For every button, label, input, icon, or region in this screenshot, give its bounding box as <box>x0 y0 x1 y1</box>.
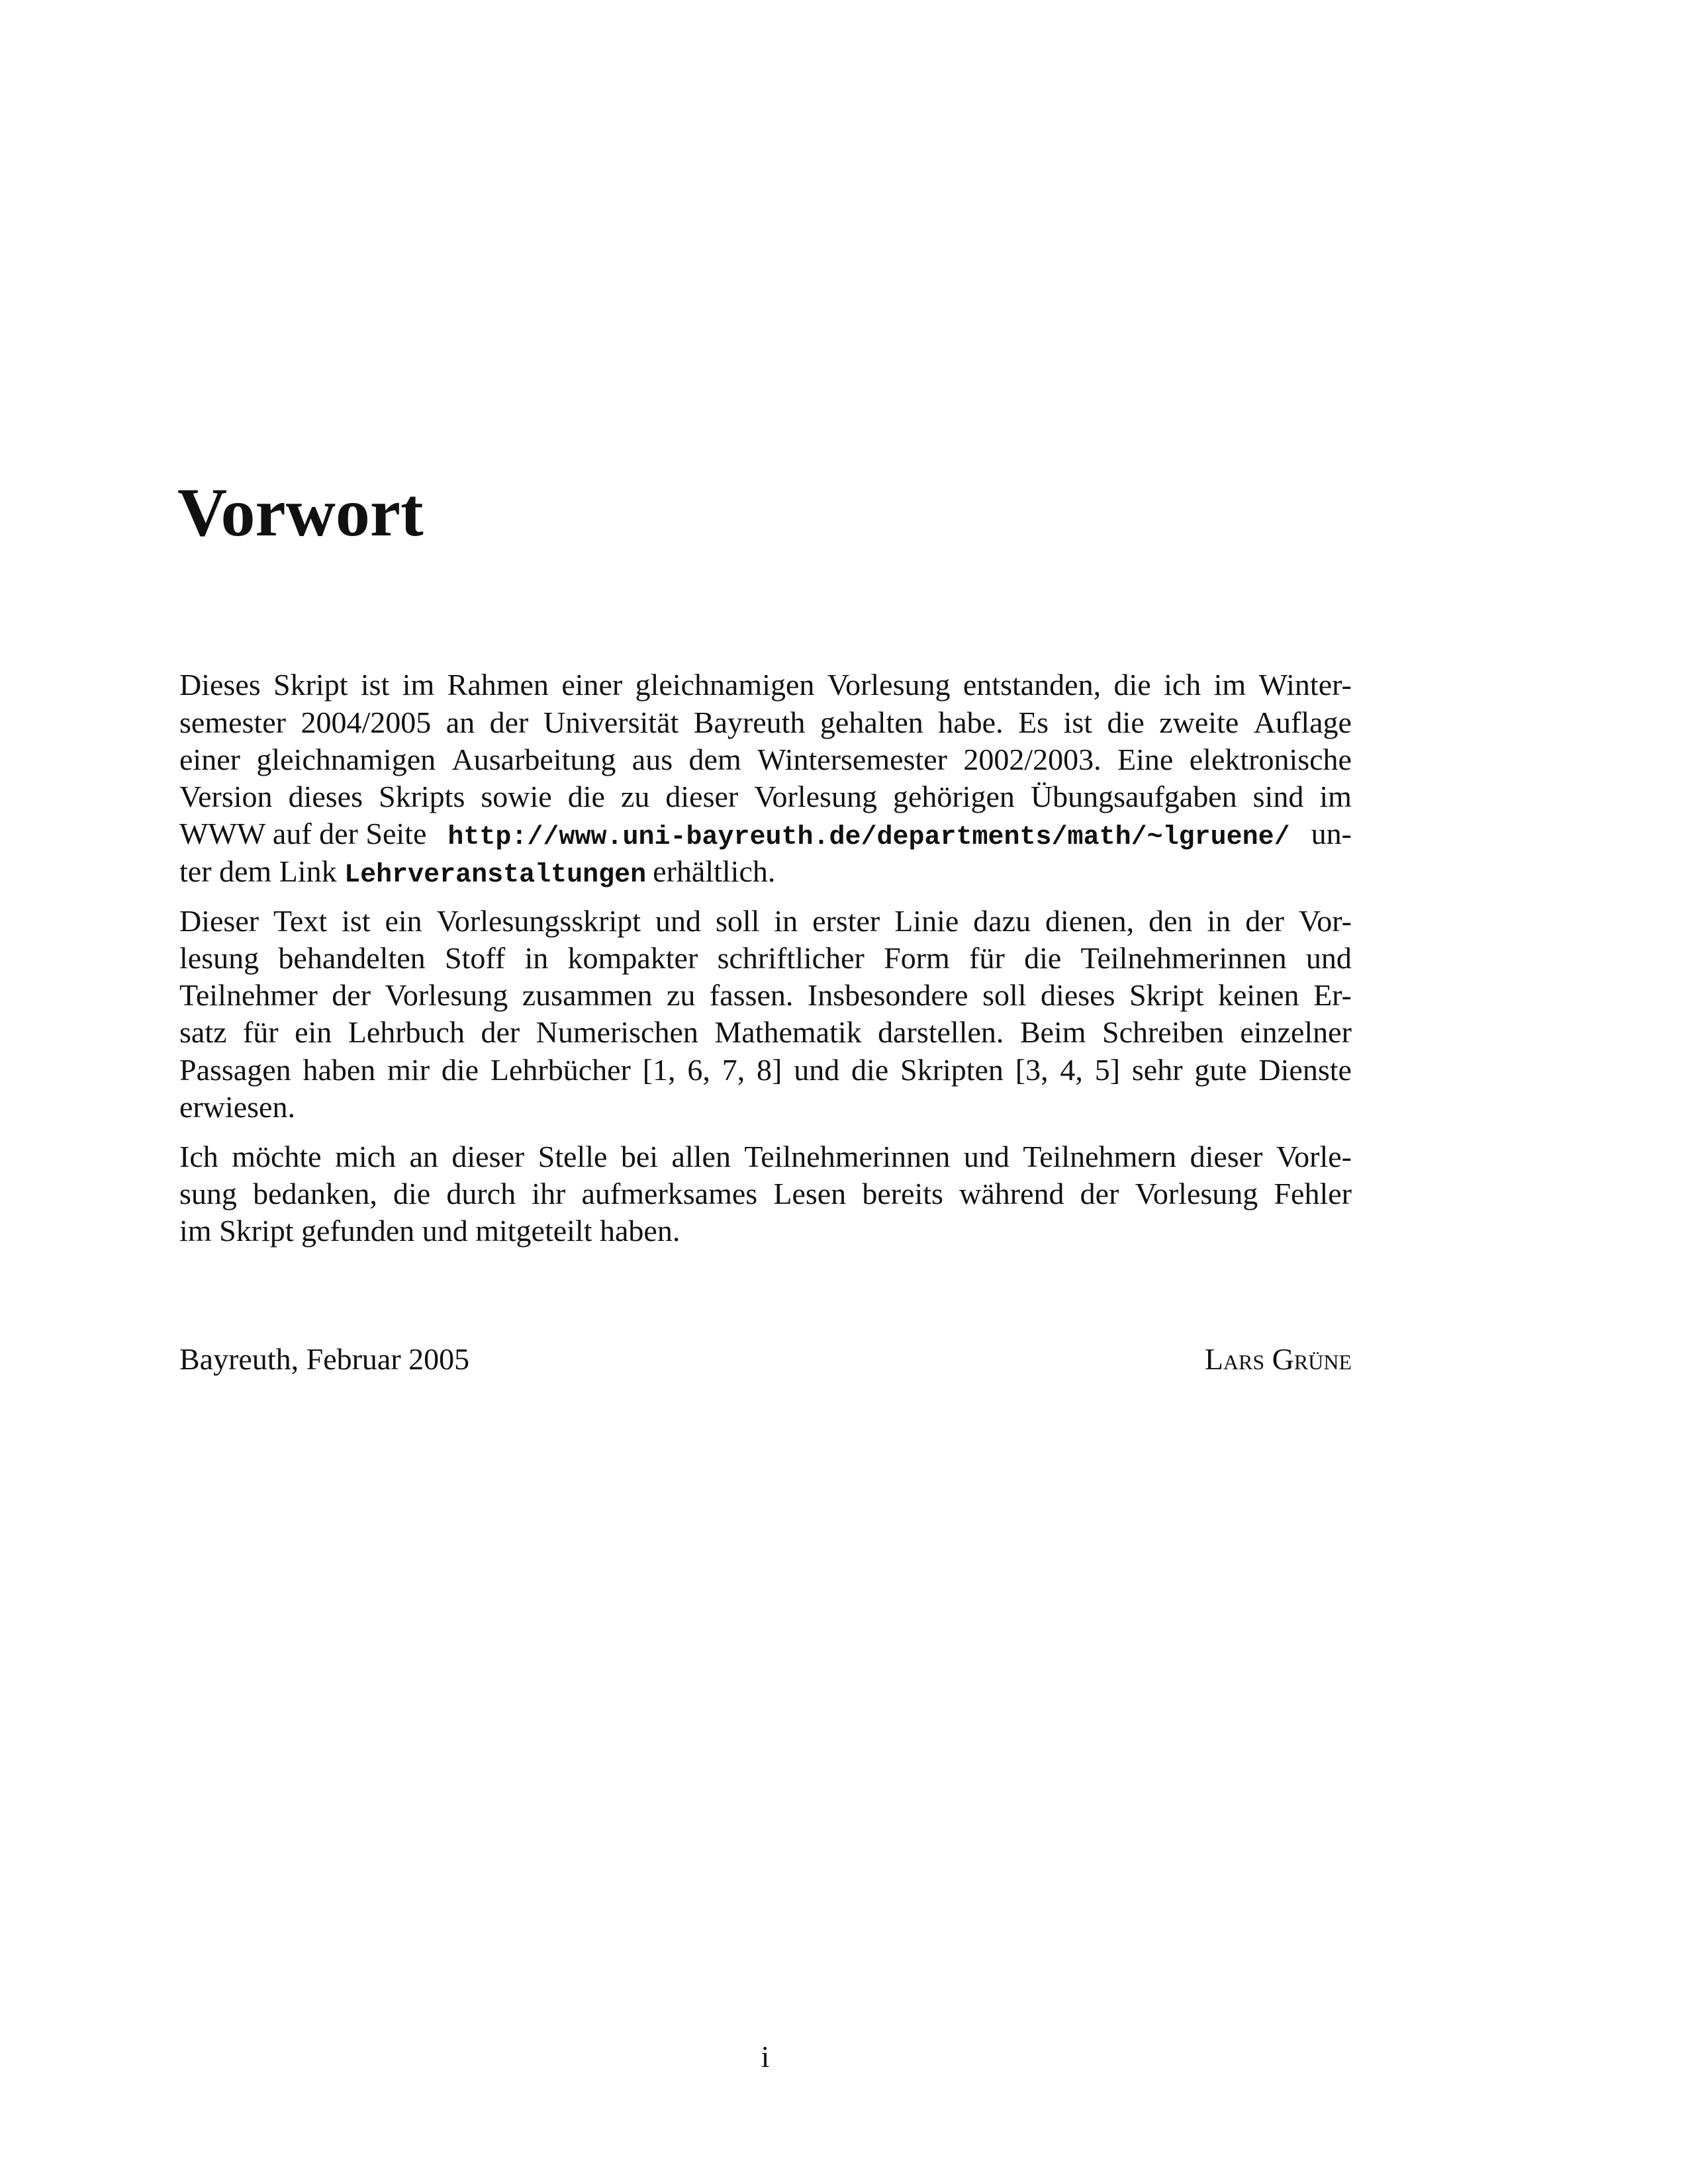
word: und <box>1305 941 1352 975</box>
word: aus <box>632 743 673 776</box>
word: mitgeteilt <box>475 1214 592 1248</box>
word: Linie <box>894 904 959 938</box>
word: schriftlicher <box>717 941 865 975</box>
word: dem <box>688 743 741 776</box>
word: haben <box>303 1053 376 1087</box>
word: an <box>409 1140 438 1173</box>
word: habe. <box>938 705 1004 739</box>
word: Lehrbuch <box>348 1015 465 1049</box>
text-segment: ter dem Link <box>179 854 337 888</box>
word: 2002/2003. <box>963 743 1102 776</box>
word: sind <box>1252 780 1304 813</box>
text-segment: erhältlich. <box>653 854 776 888</box>
word: 2004/2005 <box>301 705 432 739</box>
word: der <box>332 978 371 1012</box>
word: Vorlesung <box>754 780 877 813</box>
word: einzelner <box>1240 1015 1352 1049</box>
word: Text <box>273 904 328 938</box>
url-link[interactable]: http://www.uni-bayreuth.de/departments/math/~lgruene/ <box>447 823 1290 852</box>
word: die <box>1107 705 1145 739</box>
word: Fehler <box>1274 1177 1352 1210</box>
word: die <box>1024 941 1062 975</box>
word: zweite <box>1159 705 1239 739</box>
word: Mathematik <box>714 1015 862 1049</box>
word: soll <box>982 978 1027 1012</box>
word: ist <box>1063 705 1093 739</box>
word: Eine <box>1117 743 1174 776</box>
word: die <box>567 780 605 813</box>
word: für <box>969 941 1005 975</box>
word: im <box>402 668 435 702</box>
text-line <box>179 940 1352 977</box>
word: dieser <box>665 780 739 813</box>
word: soll <box>715 904 760 938</box>
word: im <box>1319 780 1352 813</box>
word: mir <box>387 1053 430 1087</box>
word: Dieser <box>179 904 259 938</box>
word: der <box>1080 1177 1119 1210</box>
word: elektronische <box>1189 743 1352 776</box>
word: Dienste <box>1258 1053 1352 1087</box>
text-line <box>179 1014 1352 1051</box>
word: haben. <box>599 1214 680 1248</box>
word: einer <box>561 668 623 702</box>
word: Ich <box>179 1140 218 1173</box>
word: durch <box>446 1177 516 1210</box>
word: aufmerksames <box>581 1177 758 1210</box>
word: mich <box>335 1140 397 1173</box>
word: der <box>489 705 529 739</box>
word: die <box>1113 668 1151 702</box>
word: Übungsaufgaben <box>1030 780 1237 813</box>
author-name: Lars Grüne <box>1204 1342 1352 1376</box>
word: bereits <box>862 1177 943 1210</box>
word: Skript <box>273 668 348 702</box>
word: Teilnehmerinnen <box>744 1140 951 1173</box>
word: Insbesondere <box>807 978 968 1012</box>
word: Er- <box>1313 978 1352 1012</box>
word: die <box>393 1177 431 1210</box>
word: Beim <box>1019 1015 1086 1049</box>
word: sung <box>179 1177 237 1210</box>
word: 7, <box>722 1053 745 1087</box>
word: Passagen <box>179 1053 291 1087</box>
text-line <box>179 815 1352 852</box>
word: [3, <box>1015 1053 1049 1087</box>
word: gleichnamigen <box>635 668 815 702</box>
page-number: i <box>761 2040 770 2073</box>
word: Universität <box>543 705 679 739</box>
word: dieses <box>1041 978 1115 1012</box>
text-line <box>179 903 1352 940</box>
word: gehalten <box>820 705 923 739</box>
word: und <box>422 1214 468 1248</box>
text-line <box>179 1175 1352 1212</box>
word: zu <box>666 978 696 1012</box>
word: ich <box>1164 668 1201 702</box>
word: Lesen <box>773 1177 847 1210</box>
word: die <box>851 1053 889 1087</box>
word: behandelten <box>278 941 426 975</box>
word: semester <box>179 705 286 739</box>
word: ihr <box>532 1177 566 1210</box>
word: Stoff <box>444 941 506 975</box>
word: lesung <box>179 941 259 975</box>
word: Ausarbeitung <box>451 743 616 776</box>
place-date: Bayreuth, Februar 2005 <box>179 1342 470 1376</box>
word: Teilnehmer <box>179 978 318 1012</box>
word: dieser <box>451 1140 525 1173</box>
text-segment: un- <box>1311 817 1352 850</box>
word: satz <box>179 1015 227 1049</box>
word: Lehrbücher <box>490 1053 631 1087</box>
word: Rahmen <box>447 668 549 702</box>
word: an <box>445 705 475 739</box>
word: ein <box>385 904 422 938</box>
word: gute <box>1194 1053 1247 1087</box>
word: Vorlesung <box>827 668 951 702</box>
word: in <box>1207 904 1231 938</box>
word: zusammen <box>522 978 653 1012</box>
word: für <box>242 1015 279 1049</box>
text-line <box>179 778 1352 815</box>
word: fassen. <box>709 978 794 1012</box>
word: dieser <box>1190 1140 1263 1173</box>
word: Stelle <box>538 1140 608 1173</box>
word: Skript <box>1129 978 1204 1012</box>
word: die <box>441 1053 479 1087</box>
chapter-title: Vorwort <box>177 475 424 551</box>
text-line <box>179 1089 1352 1126</box>
word: in <box>524 941 549 975</box>
text-line <box>179 704 1352 741</box>
word: Es <box>1018 705 1049 739</box>
word: Vorlesung <box>385 978 508 1012</box>
word: bei <box>620 1140 659 1173</box>
word: Winter- <box>1258 668 1352 702</box>
text-line <box>179 741 1352 778</box>
word: in <box>774 904 798 938</box>
word: der <box>481 1015 520 1049</box>
word: ein <box>295 1015 332 1049</box>
word: 4, <box>1060 1053 1083 1087</box>
word: ist <box>360 668 390 702</box>
text-line <box>179 666 1352 704</box>
word: Schreiben <box>1102 1015 1224 1049</box>
word: Skripten <box>900 1053 1004 1087</box>
text-line <box>179 1138 1352 1175</box>
word: gehörigen <box>892 780 1015 813</box>
text-segment: WWW auf der Seite <box>179 817 427 850</box>
word: möchte <box>232 1140 322 1173</box>
text-line <box>179 1212 1352 1250</box>
word: Vor- <box>1298 904 1352 938</box>
text-line <box>179 977 1352 1014</box>
word: Vorlesungsskript <box>436 904 641 938</box>
word: entstanden, <box>962 668 1102 702</box>
word: gefunden <box>301 1214 415 1248</box>
word: Teilnehmerinnen <box>1080 941 1287 975</box>
word: im <box>1213 668 1246 702</box>
word: und <box>655 904 701 938</box>
word: Numerischen <box>536 1015 698 1049</box>
word: ist <box>342 904 371 938</box>
word: 6, <box>687 1053 710 1087</box>
word: Auflage <box>1253 705 1352 739</box>
text-line <box>179 853 1352 890</box>
word: erster <box>812 904 880 938</box>
word: zu <box>620 780 650 813</box>
word: Vorlesung <box>1135 1177 1258 1210</box>
word: während <box>959 1177 1064 1210</box>
word: sowie <box>481 780 552 813</box>
word: einer <box>179 743 240 776</box>
word: kompakter <box>567 941 698 975</box>
word: dieses <box>288 780 363 813</box>
word: darstellen. <box>878 1015 1004 1049</box>
word: Wintersemester <box>757 743 947 776</box>
word: Skripts <box>379 780 465 813</box>
word: keinen <box>1217 978 1299 1012</box>
text-line <box>179 1052 1352 1089</box>
word: und <box>794 1053 840 1087</box>
word: Version <box>179 780 273 813</box>
word: Teilnehmern <box>1023 1140 1177 1173</box>
word: der <box>1245 904 1284 938</box>
word: erwiesen. <box>179 1090 295 1124</box>
word: im <box>179 1214 212 1248</box>
word: allen <box>671 1140 731 1173</box>
signature-line <box>179 1341 1352 1378</box>
word: und <box>963 1140 1009 1173</box>
word: 8] <box>757 1053 782 1087</box>
word: den <box>1149 904 1193 938</box>
word: Skript <box>219 1214 294 1248</box>
word: 5] <box>1094 1053 1121 1087</box>
word: gleichnamigen <box>256 743 436 776</box>
word: dazu <box>973 904 1031 938</box>
word: Dieses <box>179 668 261 702</box>
word: bedanken, <box>253 1177 377 1210</box>
word: Vorle- <box>1276 1140 1352 1173</box>
lehrveranstaltungen-link: Lehrveranstaltungen <box>344 860 647 890</box>
word: Form <box>884 941 950 975</box>
word: dienen, <box>1045 904 1135 938</box>
word: sehr <box>1131 1053 1183 1087</box>
word: [1, <box>642 1053 676 1087</box>
word: Bayreuth <box>693 705 806 739</box>
